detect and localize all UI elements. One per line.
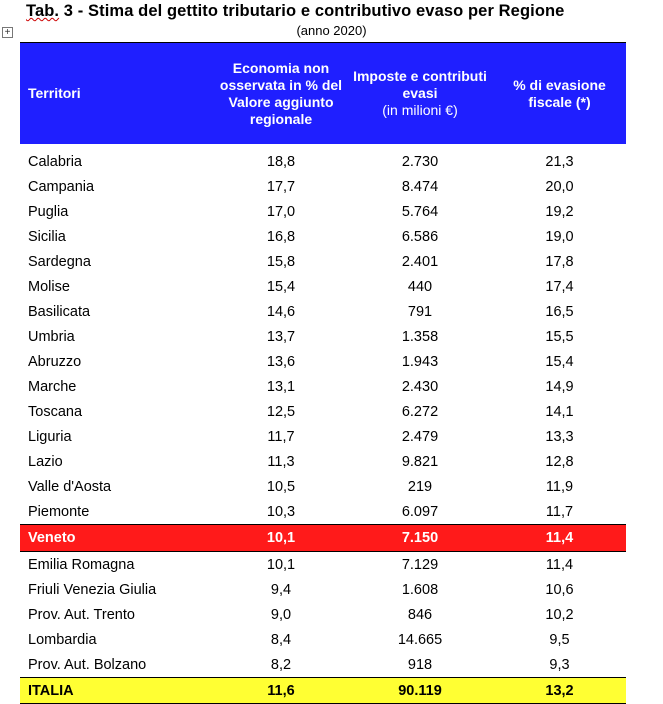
cell-imposte: 219 xyxy=(407,478,433,495)
table-row xyxy=(20,449,626,474)
cell-territorio: Toscana xyxy=(28,403,83,420)
cell-evasione: 9,5 xyxy=(549,631,570,648)
cell-imposte: 918 xyxy=(407,656,433,673)
table-row xyxy=(20,399,626,424)
cell-imposte: 440 xyxy=(407,278,433,295)
cell-evasione: 19,2 xyxy=(545,203,574,220)
table-row xyxy=(20,274,626,299)
cell-imposte: 2.730 xyxy=(401,153,439,170)
cell-economia: 8,4 xyxy=(270,631,292,648)
cell-economia: 13,6 xyxy=(266,353,296,370)
table-row xyxy=(20,474,626,499)
cell-evasione: 14,1 xyxy=(545,403,574,420)
table-header xyxy=(20,43,626,144)
table-row xyxy=(20,199,626,224)
cell-evasione: 16,5 xyxy=(545,303,574,320)
table-row xyxy=(20,627,626,652)
cell-territorio: Marche xyxy=(28,378,77,395)
cell-evasione: 10,6 xyxy=(545,581,574,598)
table-row xyxy=(20,424,626,449)
cell-economia: 17,0 xyxy=(266,203,296,220)
cell-territorio: Piemonte xyxy=(28,503,90,520)
cell-evasione: 11,4 xyxy=(545,556,574,573)
cell-territorio: Friuli Venezia Giulia xyxy=(28,581,157,598)
table-row xyxy=(20,299,626,324)
table-row-highlighted xyxy=(20,524,626,552)
cell-territorio: Umbria xyxy=(28,328,75,345)
header-imposte xyxy=(347,43,493,144)
table-row xyxy=(20,499,626,524)
cell-economia: 11,3 xyxy=(267,453,295,470)
cell-territorio: Emilia Romagna xyxy=(28,556,135,573)
table-row xyxy=(20,552,626,577)
cell-evasione: 10,2 xyxy=(545,606,574,623)
cell-evasione: 21,3 xyxy=(545,153,574,170)
header-evasione: % di evasione fiscale (*) xyxy=(513,76,606,110)
cell-territorio: Sardegna xyxy=(28,253,91,270)
header-economia: Economia non osservata in % del Valore aggiunto regionale xyxy=(219,59,343,127)
cell-territorio: Lazio xyxy=(28,453,63,470)
cell-imposte: 2.401 xyxy=(401,253,439,270)
cell-evasione: 13,3 xyxy=(545,428,574,445)
cell-evasione: 17,8 xyxy=(545,253,574,270)
cell-evasione: 11,4 xyxy=(545,530,574,546)
header-imposte-unit: (in milioni €) xyxy=(382,102,458,118)
cell-evasione: 17,4 xyxy=(545,278,574,295)
cell-economia: 10,5 xyxy=(266,478,296,495)
cell-imposte: 2.430 xyxy=(401,378,439,395)
cell-evasione: 14,9 xyxy=(545,378,574,395)
cell-economia: 18,8 xyxy=(266,153,296,170)
cell-evasione: 15,4 xyxy=(545,353,574,370)
table-row xyxy=(20,652,626,677)
table-row xyxy=(20,324,626,349)
header-imposte-main: Imposte e contributi evasi xyxy=(353,68,487,101)
table-body xyxy=(20,149,626,677)
move-table-icon[interactable]: + xyxy=(2,27,13,38)
cell-imposte: 6.097 xyxy=(401,503,439,520)
tax-evasion-table xyxy=(20,42,626,704)
cell-territorio: Veneto xyxy=(28,530,76,546)
cell-economia: 11,7 xyxy=(267,428,295,445)
cell-imposte: 2.479 xyxy=(401,428,439,445)
table-row xyxy=(20,349,626,374)
cell-economia: 9,0 xyxy=(270,606,292,623)
cell-imposte: 14.665 xyxy=(397,631,443,648)
table-title xyxy=(26,2,564,21)
cell-imposte: 1.358 xyxy=(401,328,439,345)
cell-territorio: Liguria xyxy=(28,428,72,445)
header-territori: Territori xyxy=(28,85,81,101)
cell-imposte: 6.272 xyxy=(401,403,439,420)
cell-economia: 15,4 xyxy=(266,278,296,295)
cell-territorio: Abruzzo xyxy=(28,353,82,370)
cell-evasione: 11,7 xyxy=(545,503,574,520)
total-territorio: ITALIA xyxy=(28,682,74,699)
cell-economia: 13,1 xyxy=(266,378,296,395)
cell-economia: 17,7 xyxy=(266,178,296,195)
cell-economia: 13,7 xyxy=(266,328,296,345)
table-row xyxy=(20,174,626,199)
cell-evasione: 15,5 xyxy=(545,328,574,345)
cell-imposte: 6.586 xyxy=(401,228,439,245)
table-row xyxy=(20,149,626,174)
cell-economia: 14,6 xyxy=(266,303,296,320)
total-evasione: 13,2 xyxy=(545,682,574,699)
cell-imposte: 7.150 xyxy=(401,530,439,546)
cell-territorio: Prov. Aut. Bolzano xyxy=(28,656,147,673)
table-row xyxy=(20,249,626,274)
cell-economia: 10,1 xyxy=(266,530,296,546)
cell-evasione: 9,3 xyxy=(549,656,570,673)
cell-territorio: Molise xyxy=(28,278,70,295)
total-economia: 11,6 xyxy=(267,682,295,699)
cell-economia: 10,3 xyxy=(266,503,296,520)
table-row xyxy=(20,374,626,399)
cell-economia: 15,8 xyxy=(266,253,296,270)
cell-territorio: Sicilia xyxy=(28,228,66,245)
cell-territorio: Valle d'Aosta xyxy=(28,478,112,495)
cell-imposte: 9.821 xyxy=(401,453,439,470)
cell-territorio: Calabria xyxy=(28,153,82,170)
cell-economia: 8,2 xyxy=(270,656,292,673)
cell-imposte: 1.943 xyxy=(401,353,439,370)
cell-territorio: Basilicata xyxy=(28,303,91,320)
cell-territorio: Lombardia xyxy=(28,631,97,648)
title-text: 3 - Stima del gettito tributario e contributivo evaso per Regione xyxy=(59,2,565,20)
cell-evasione: 20,0 xyxy=(545,178,574,195)
cell-economia: 10,1 xyxy=(266,556,296,573)
table-row xyxy=(20,224,626,249)
cell-economia: 16,8 xyxy=(266,228,296,245)
cell-economia: 12,5 xyxy=(266,403,296,420)
cell-territorio: Campania xyxy=(28,178,95,195)
cell-imposte: 791 xyxy=(407,303,433,320)
total-row xyxy=(20,677,626,704)
cell-imposte: 846 xyxy=(407,606,433,623)
cell-imposte: 5.764 xyxy=(401,203,439,220)
cell-territorio: Prov. Aut. Trento xyxy=(28,606,135,623)
cell-imposte: 1.608 xyxy=(401,581,439,598)
total-imposte: 90.119 xyxy=(398,682,442,699)
table-subtitle: (anno 2020) xyxy=(296,23,367,38)
cell-evasione: 19,0 xyxy=(545,228,574,245)
cell-economia: 9,4 xyxy=(270,581,292,598)
cell-territorio: Puglia xyxy=(28,203,69,220)
cell-imposte: 7.129 xyxy=(401,556,439,573)
table-row xyxy=(20,602,626,627)
cell-imposte: 8.474 xyxy=(401,178,439,195)
cell-evasione: 12,8 xyxy=(545,453,574,470)
title-prefix: Tab. xyxy=(26,2,60,20)
cell-evasione: 11,9 xyxy=(545,478,574,495)
table-row xyxy=(20,577,626,602)
